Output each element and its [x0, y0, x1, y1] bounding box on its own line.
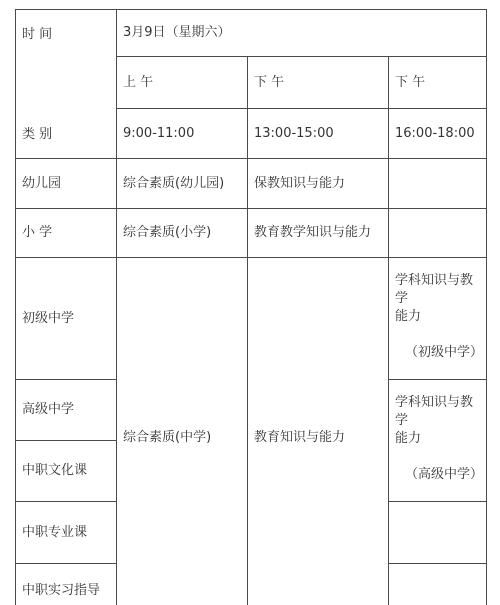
junior-subject-line2: 能力 [395, 309, 422, 324]
time-header-label: 时 间 [22, 27, 53, 42]
category-kindergarten: 幼儿园 [16, 159, 117, 209]
table-row [16, 258, 487, 380]
table-row [16, 209, 487, 258]
kindergarten-late-afternoon-subject [389, 159, 487, 209]
junior-subject-line3: （初级中学） [405, 345, 484, 360]
vocational-specialty-late-afternoon [389, 502, 487, 564]
middle-afternoon-subject: 教育知识与能力 [248, 258, 389, 605]
junior-subject-line1: 学科知识与教学 [395, 273, 474, 306]
table-row [16, 159, 487, 209]
period-time-morning: 9:00-11:00 [117, 109, 248, 159]
period-label-afternoon-2: 下 午 [389, 57, 487, 109]
header-corner-cell [16, 10, 117, 159]
middle-morning-subject: 综合素质(中学) [117, 258, 248, 605]
kindergarten-morning-subject: 综合素质(幼儿园) [117, 159, 248, 209]
category-junior-middle: 初级中学 [16, 258, 117, 380]
primary-late-afternoon-subject [389, 209, 487, 258]
primary-morning-subject: 综合素质(小学) [117, 209, 248, 258]
category-senior-middle: 高级中学 [16, 380, 117, 441]
period-label-afternoon-1: 下 午 [248, 57, 389, 109]
senior-subject-knowledge-cell [389, 380, 487, 502]
primary-afternoon-subject: 教育教学知识与能力 [248, 209, 389, 258]
exam-date-cell: 3月9日（星期六） [117, 10, 487, 57]
period-time-afternoon-1: 13:00-15:00 [248, 109, 389, 159]
category-header-label: 类 别 [22, 127, 53, 142]
exam-schedule-table [15, 9, 487, 605]
senior-subject-line3: （高级中学） [405, 467, 484, 482]
period-time-afternoon-2: 16:00-18:00 [389, 109, 487, 159]
vocational-internship-late-afternoon [389, 564, 487, 605]
date-row [16, 10, 487, 57]
kindergarten-afternoon-subject: 保教知识与能力 [248, 159, 389, 209]
period-label-morning: 上 午 [117, 57, 248, 109]
category-primary: 小 学 [16, 209, 117, 258]
junior-subject-knowledge-cell [389, 258, 487, 380]
category-vocational-internship: 中职实习指导 [16, 564, 117, 605]
senior-subject-line2: 能力 [395, 431, 422, 446]
senior-subject-line1: 学科知识与教学 [395, 395, 474, 428]
category-vocational-specialty: 中职专业课 [16, 502, 117, 564]
category-vocational-culture: 中职文化课 [16, 441, 117, 502]
